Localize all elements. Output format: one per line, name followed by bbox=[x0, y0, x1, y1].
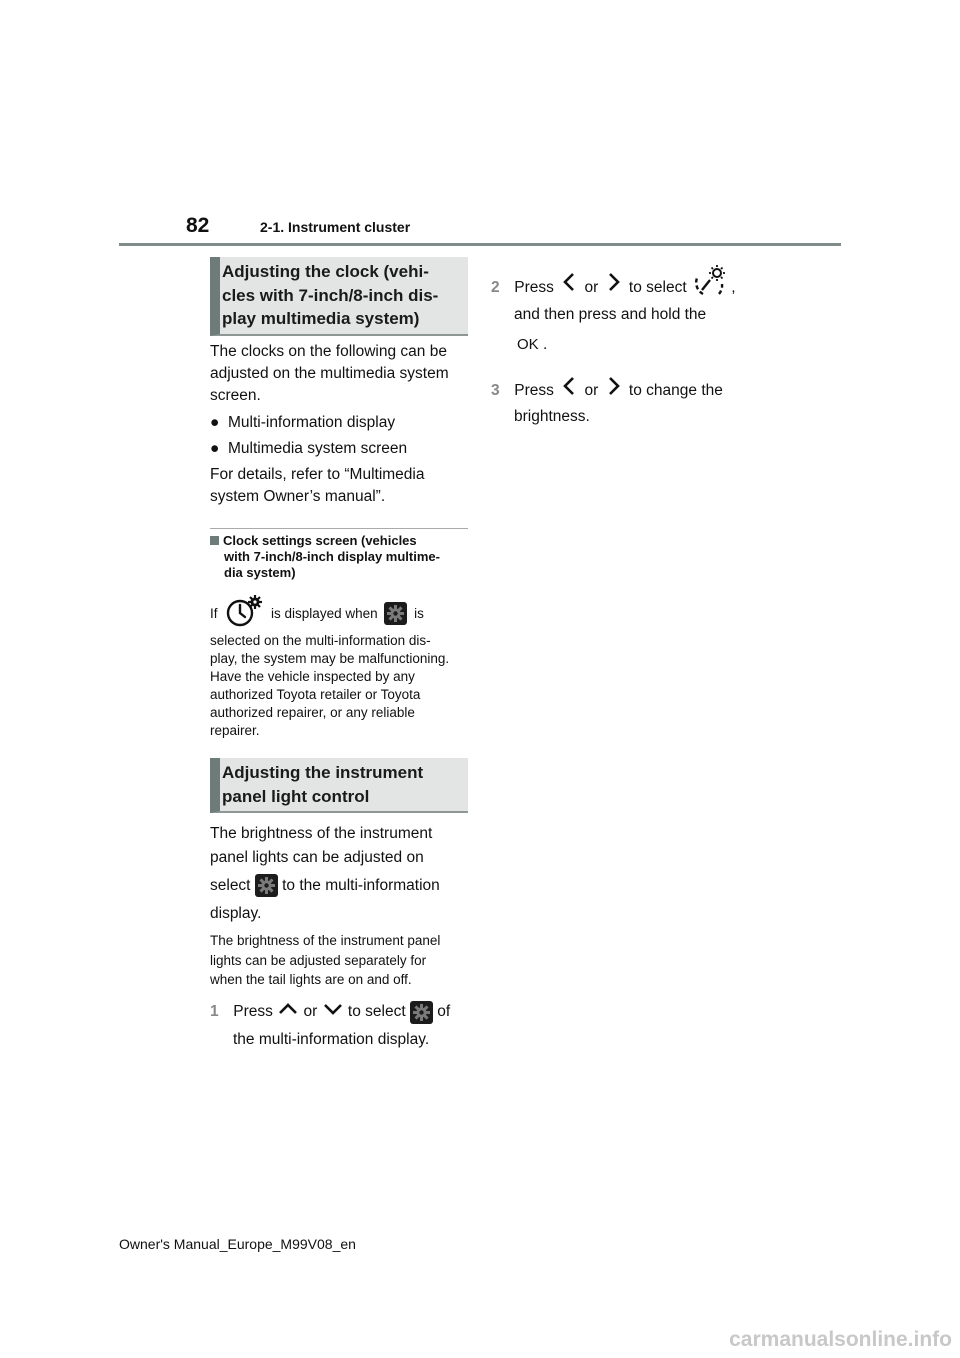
text-line: For details, refer to “Multimedia bbox=[210, 466, 425, 483]
heading-adjusting-clock bbox=[210, 257, 468, 336]
bullet-text: Multimedia system screen bbox=[227, 440, 408, 457]
text-fragment: select bbox=[210, 877, 251, 894]
text-fragment: or bbox=[303, 1003, 318, 1021]
text-line: the multi-information display. bbox=[233, 1031, 430, 1048]
text-line: selected on the multi-information dis- bbox=[210, 633, 431, 648]
step-2 bbox=[491, 264, 771, 356]
step-number: 3 bbox=[491, 382, 500, 400]
text-line: when the tail lights are on and off. bbox=[210, 972, 412, 987]
note-line-icons bbox=[210, 594, 424, 628]
text-line: panel lights can be adjusted on bbox=[210, 849, 424, 866]
text-fragment: is bbox=[414, 605, 424, 621]
text-fragment: to select bbox=[347, 1003, 406, 1021]
text-line: adjusted on the multimedia system bbox=[210, 365, 449, 382]
text-line bbox=[210, 870, 472, 902]
text-fragment: Press bbox=[233, 1003, 273, 1021]
subheading-marker bbox=[210, 536, 219, 545]
chevron-left-icon bbox=[562, 270, 576, 306]
text-fragment: to change the bbox=[628, 382, 723, 400]
bullet-item bbox=[210, 438, 407, 460]
text-line: authorized repairer, or any reliable bbox=[210, 705, 415, 720]
heading-instrument-panel-light bbox=[210, 758, 468, 813]
step-number: 2 bbox=[491, 279, 500, 297]
text-fragment: is displayed when bbox=[271, 605, 378, 621]
text-fragment: If bbox=[210, 605, 218, 621]
text-line: display. bbox=[210, 905, 262, 922]
text-line: repairer. bbox=[210, 723, 260, 738]
text-line: and then press and hold the bbox=[514, 306, 707, 323]
chevron-down-icon bbox=[322, 997, 344, 1027]
text-fragment: of bbox=[437, 1003, 451, 1021]
text-fragment: to the multi-information bbox=[282, 877, 440, 894]
heading-line: Adjusting the clock (vehi- bbox=[222, 262, 429, 281]
heading-line: play multimedia system) bbox=[222, 309, 420, 328]
text-fragment: or bbox=[584, 382, 599, 400]
text-line: Clock settings screen (vehicles bbox=[223, 533, 417, 548]
text-line: brightness. bbox=[514, 408, 590, 425]
subheading-clock-settings bbox=[210, 533, 472, 581]
text-fragment: Press bbox=[514, 382, 554, 400]
chevron-up-icon bbox=[277, 997, 299, 1027]
text-fragment: Press bbox=[514, 279, 554, 297]
heading-line: Adjusting the instrument bbox=[222, 763, 424, 782]
divider bbox=[210, 528, 468, 529]
details-paragraph bbox=[210, 464, 470, 508]
text-line: play, the system may be malfunctioning. bbox=[210, 651, 450, 666]
text-line: The brightness of the instrument bbox=[210, 825, 433, 842]
text-line: with 7-inch/8-inch display multime- bbox=[224, 549, 440, 564]
step-number: 1 bbox=[210, 1003, 219, 1021]
text-line: Have the vehicle inspected by any bbox=[210, 669, 415, 684]
gear-icon bbox=[255, 874, 278, 897]
clock-intro-paragraph bbox=[210, 341, 470, 407]
text-line bbox=[491, 334, 771, 356]
text-fragment: . bbox=[543, 336, 548, 353]
bullet-dot: ● bbox=[210, 414, 228, 431]
text-line: authorized Toyota retailer or Toyota bbox=[210, 687, 421, 702]
clock-gear-icon bbox=[225, 594, 263, 633]
gear-icon bbox=[410, 1001, 433, 1024]
bullet-text: Multi-information display bbox=[227, 414, 396, 431]
text-line: The clocks on the following can be bbox=[210, 343, 447, 360]
separate-brightness-note bbox=[210, 931, 472, 990]
chevron-right-icon bbox=[607, 270, 621, 306]
chevron-right-icon bbox=[607, 376, 621, 406]
text-line: lights can be adjusted separately for bbox=[210, 952, 427, 968]
bullet-item bbox=[210, 412, 395, 434]
page-number: 82 bbox=[186, 214, 210, 237]
footer-text: Owner's Manual_Europe_M99V08_en bbox=[119, 1236, 356, 1252]
text-line: system Owner’s manual”. bbox=[210, 488, 386, 505]
text-fragment: or bbox=[584, 279, 599, 297]
step-1 bbox=[210, 997, 480, 1051]
chevron-left-icon bbox=[562, 376, 576, 406]
note-paragraph bbox=[210, 632, 472, 740]
text-fragment: , bbox=[731, 279, 736, 297]
text-line: screen. bbox=[210, 387, 261, 404]
watermark: carmanualsonline.info bbox=[729, 1328, 952, 1351]
text-line: dia system) bbox=[224, 565, 296, 580]
header-rule bbox=[119, 243, 841, 246]
heading-line: panel light control bbox=[222, 786, 370, 806]
text-fragment: to select bbox=[628, 279, 687, 297]
gear-icon bbox=[384, 602, 407, 625]
heading-line: cles with 7-inch/8-inch dis- bbox=[222, 285, 439, 305]
bullet-dot: ● bbox=[210, 440, 228, 457]
brightness-paragraph bbox=[210, 822, 472, 926]
text-line: The brightness of the instrument panel bbox=[210, 933, 441, 948]
section-title: 2-1. Instrument cluster bbox=[260, 219, 411, 235]
step-3 bbox=[491, 376, 771, 428]
ok-button-label: OK bbox=[517, 336, 539, 353]
